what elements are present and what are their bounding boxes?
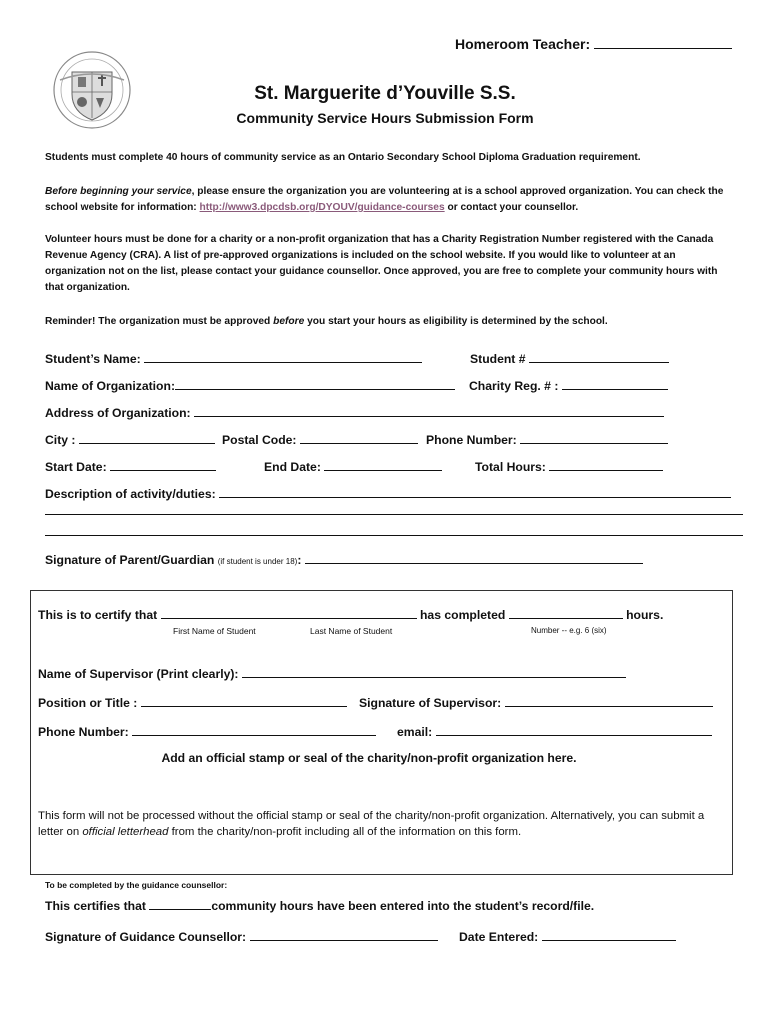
supervisor-signature-label: Signature of Supervisor: [359,696,502,710]
phone-row [426,431,668,447]
footer-note-end: from the charity/non-profit including all of the information on this form. [171,826,522,838]
postal-code-field[interactable] [300,431,418,444]
first-name-hint: First Name of Student [173,626,256,636]
certify-hours-field[interactable] [509,606,623,619]
supervisor-name-field[interactable] [242,665,626,678]
guidance-certify-row [45,897,594,913]
intro-text-2-end: or contact your counsellor. [447,202,579,213]
student-number-row [470,350,669,366]
date-entered-row [459,928,676,944]
description-line-3[interactable] [45,535,743,536]
end-date-field[interactable] [324,458,442,471]
city-label: City : [45,433,76,447]
total-hours-label: Total Hours: [475,460,546,474]
supervisor-phone-row [38,723,376,739]
postal-code-row [222,431,418,447]
description-row [45,485,731,501]
guidance-signature-row [45,928,438,944]
supervisor-name-row [38,665,626,681]
intro-text-4-end: you start your hours as eligibility is determined by the school. [307,316,608,327]
parent-signature-label: Signature of Parent/Guardian [45,553,215,567]
hours-label: hours. [626,608,664,622]
parent-signature-row [45,551,643,567]
guidance-hours-field[interactable] [149,897,211,910]
intro-paragraph-2 [45,184,735,216]
org-address-label: Address of Organization: [45,406,191,420]
guidance-signature-label: Signature of Guidance Counsellor: [45,930,247,944]
date-entered-field[interactable] [542,928,676,941]
intro-text-4: Reminder! The organization must be approved [45,316,271,327]
intro-paragraph-4 [45,314,735,330]
city-field[interactable] [79,431,215,444]
guidance-signature-field[interactable] [250,928,438,941]
intro-paragraph-3 [45,232,735,296]
supervisor-phone-field[interactable] [132,723,376,736]
number-hint: Number -- e.g. 6 (six) [531,626,607,635]
end-date-label: End Date: [264,460,321,474]
student-number-field[interactable] [529,350,669,363]
guidance-note: To be completed by the guidance counsellor: [45,880,228,890]
student-name-row [45,350,422,366]
form-title: Community Service Hours Submission Form [236,110,534,126]
guidance-link[interactable]: http://www3.dpcdsb.org/DYOUV/guidance-courses [199,202,445,213]
description-line-2[interactable] [45,514,743,515]
phone-label: Phone Number: [426,433,517,447]
position-row [38,694,347,710]
org-name-row [45,377,455,393]
description-label: Description of activity/duties: [45,487,216,501]
org-address-field[interactable] [194,404,664,417]
end-date-row [264,458,442,474]
student-name-field[interactable] [144,350,422,363]
intro-italic-4: before [273,316,305,327]
total-hours-row [475,458,663,474]
parent-signature-colon: : [297,553,302,567]
supervisor-email-row [397,723,712,739]
supervisor-signature-row [359,694,713,710]
has-completed-label: has completed [419,608,506,622]
charity-reg-field[interactable] [562,377,668,390]
charity-reg-row [469,377,668,393]
last-name-hint: Last Name of Student [310,626,393,636]
supervisor-phone-label: Phone Number: [38,725,129,739]
position-field[interactable] [141,694,347,707]
supervisor-name-label: Name of Supervisor (Print clearly): [38,667,239,681]
phone-field[interactable] [520,431,668,444]
school-name: St. Marguerite d’Youville S.S. [254,83,516,104]
charity-reg-label: Charity Reg. # : [469,379,559,393]
certify-label: This is to certify that [38,608,158,622]
total-hours-field[interactable] [549,458,663,471]
start-date-field[interactable] [110,458,216,471]
guidance-certify-label: This certifies that [45,899,146,913]
supervisor-signature-field[interactable] [505,694,713,707]
intro-italic-2: Before beginning your service [45,186,192,197]
student-number-label: Student # [470,352,526,366]
certify-row [38,606,663,622]
footer-note-text: This form will not be processed without the official stamp or seal of the charity/non-profit organization. Alternatively, you can submit a letter on [38,810,705,838]
guidance-certify-end: community hours have been entered into the student’s record/file. [211,899,595,913]
student-name-label: Student’s Name: [45,352,141,366]
supervisor-email-field[interactable] [436,723,712,736]
intro-text-3: Volunteer hours must be done for a charity or a non-profit organization that has a Charity Registration Number registered with the Canada Revenue Agency (CRA). A list of pre-approved organizations is included on the school website. If you would like to volunteer at an organization not on the list, please contact your guidance counsellor. Once approved, you are free to complete your community hours with that organization. [45,234,718,293]
city-row [45,431,215,447]
parent-signature-field[interactable] [305,551,643,564]
supervisor-email-label: email: [397,725,433,739]
homeroom-teacher-row [455,34,732,52]
intro-text-1: Students must complete 40 hours of community service as an Ontario Secondary School Diploma Graduation requirement. [45,152,641,163]
description-field[interactable] [219,485,731,498]
org-name-label: Name of Organization: [45,379,176,393]
footer-note-italic: official letterhead [82,826,169,838]
postal-code-label: Postal Code: [222,433,297,447]
homeroom-teacher-label: Homeroom Teacher: [455,36,591,52]
homeroom-teacher-field[interactable] [594,34,732,49]
org-name-field[interactable] [175,377,455,390]
date-entered-label: Date Entered: [459,930,539,944]
start-date-row [45,458,216,474]
certify-student-name-field[interactable] [161,606,417,619]
stamp-instruction: Add an official stamp or seal of the charity/non-profit organization here. [161,751,577,765]
start-date-label: Start Date: [45,460,107,474]
intro-paragraph-1 [45,150,735,166]
footer-note [38,808,728,840]
position-label: Position or Title : [38,696,138,710]
org-address-row [45,404,664,420]
parent-signature-note: (if student is under 18) [217,557,298,566]
intro-text-2: , please ensure the organization you are volunteering at is a school approved organization. You can check the school website for information: [45,186,724,213]
